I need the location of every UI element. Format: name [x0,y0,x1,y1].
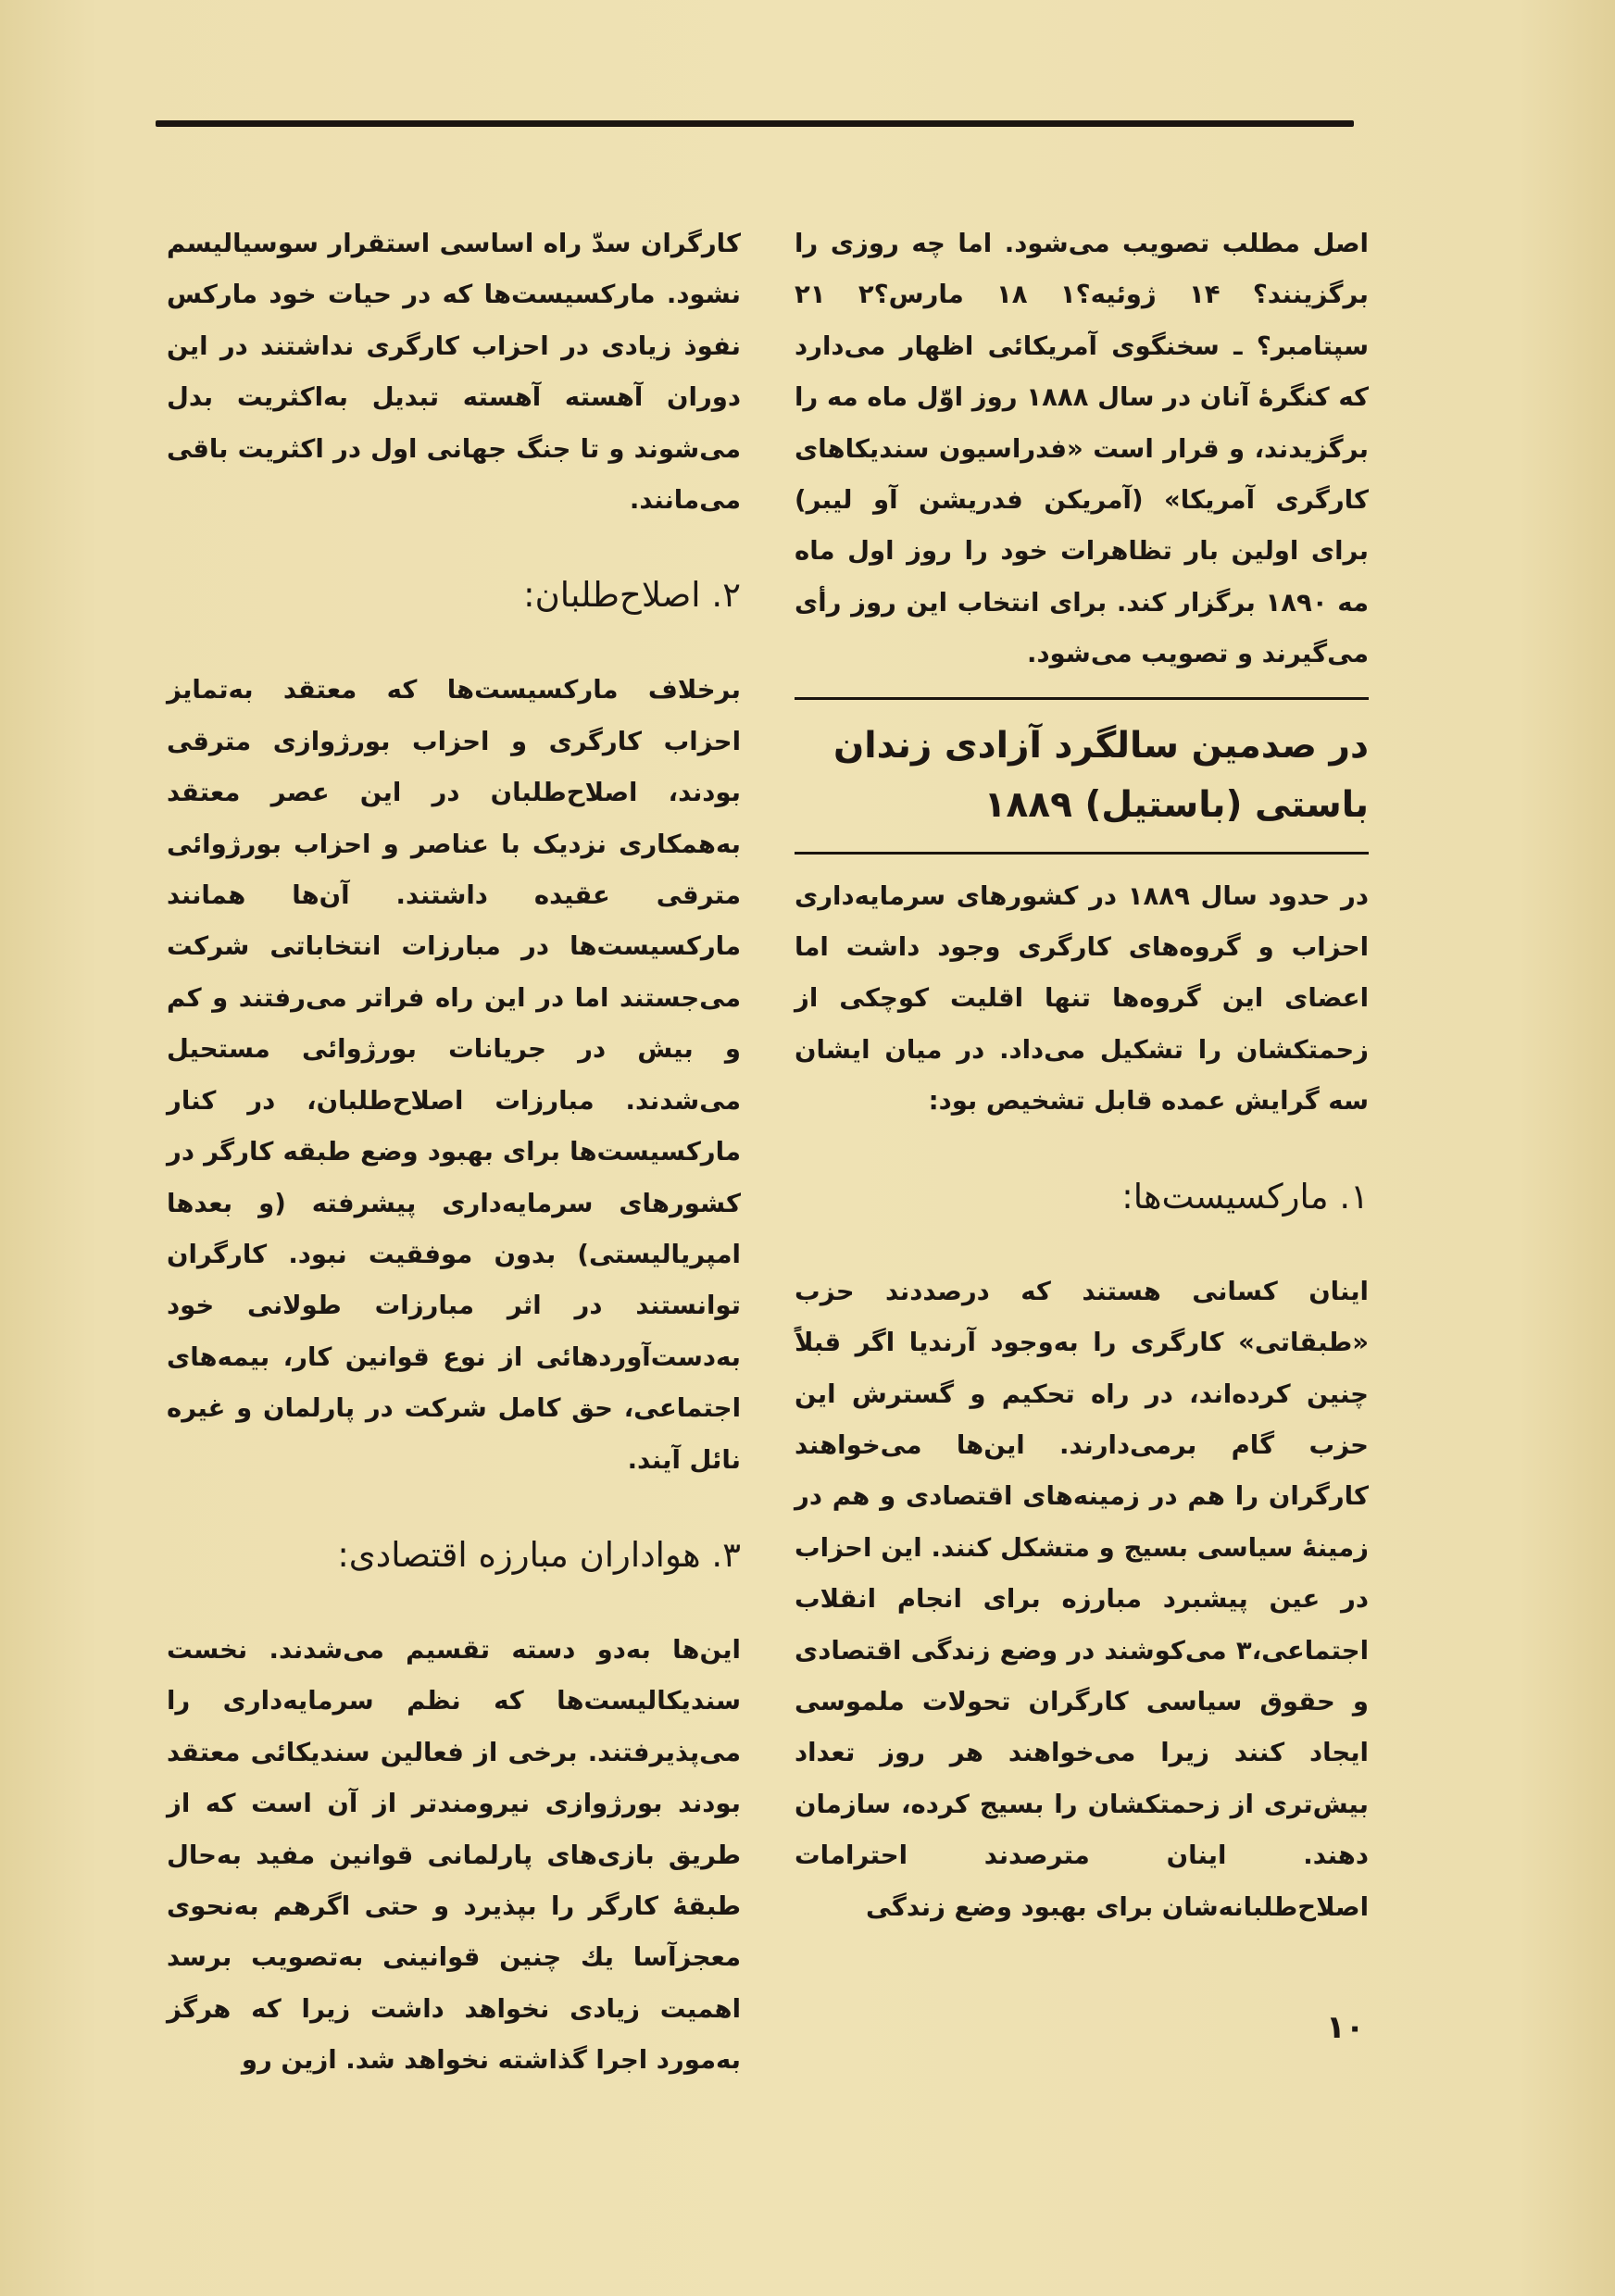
economists-paragraph: این‌ها به‌دو دسته تقسیم می‌شدند. نخست سندیکالیست‌ها که نظم سرمایه‌داری را می‌پذیرفتند. برخی از فعالین سندیکائی معتقد بودند بورژوازی نیرومندتر از آن است که از طریق بازی‌های پارلمانی قوانین مفید به‌حال طبقهٔ کارگر را بپذیرد و حتی اگرهم به‌نحوی معجزآسا یك چنین قوانینی به‌تصویب برسد اهمیت زیادی نخواهد داشت زیرا که هرگز به‌مورد اجرا گذاشته نخواهد شد. ازین رو [167,1634,741,2076]
section-intro-paragraph: در حدود سال ۱۸۸۹ در کشورهای سرمایه‌داری احزاب و گروه‌های کارگری وجود داشت اما اعضای این گروه‌ها تنها اقلیت کوچکی از زحمتکشان را تشکیل می‌داد. در میان ایشان سه گرایش عمده قابل تشخیص بود: [795,880,1369,1117]
marxists-paragraph: اینان کسانی هستند که درصددند حزب «طبقاتی» کارگری را به‌وجود آرندیا اگر قبلاً چنین کرده‌اند، در راه تحکیم و گسترش این حزب گام برمی‌دارند. این‌ها می‌خواهند کارگران را هم در زمینه‌های اقتصادی و هم در زمینهٔ سیاسی بسیج و متشکل کنند. این احزاب در عین پیشبرد مبارزه برای انجام انقلاب اجتماعی،۳ می‌کوشند در وضع زندگی اقتصادی و حقوق سیاسی کارگران تحولات ملموسی ایجاد کنند زیرا می‌خواهند هر روز تعداد بیش‌تری از زحمتکشان را بسیج کرده، سازمان دهند. اینان مترصدند احترامات اصلاح‌طلبانه‌شان برای بهبود وضع زندگی [795,1276,1369,1922]
page-number: ۱۰ [1326,2009,1365,2046]
heading-economists: ۳. هواداران مبارزه اقتصادی: [337,1534,741,1575]
right-column [795,218,1369,1933]
heading-marxists: ۱. مارکسیست‌ها: [1121,1176,1369,1217]
section-title: در صدمین سالگرد آزادی زندان باستی (باستیل) ۱۸۸۹ [833,724,1369,826]
intro-paragraph: اصل مطلب تصویب می‌شود. اما چه روزی را برگزینند؟ ۱۴ ژوئیه؟۱ ۱۸ مارس؟۲ ۲۱ سپتامبر؟ ـ سخنگوی آمریکائی اظهار می‌دارد که کنگرهٔ آنان در سال ۱۸۸۸ روز اوّل ماه مه را برگزیدند، و قرار است «فدراسیون سندیکاهای کارگری آمریکا» (آمریکن فدریشن آو لیبر) برای اولین بار تظاهرات خود را روز اول ماه مه ۱۸۹۰ برگزار کند. برای انتخاب این روز رأی می‌گیرند و تصویب می‌شود. [795,229,1369,669]
reformists-paragraph: برخلاف مارکسیست‌ها که معتقد به‌تمایز احزاب کارگری و احزاب بورژوازی مترقی بودند، اصلاح‌طلبان در این عصر معتقد به‌همکاری نزدیک با عناصر و احزاب بورژوائی مترقی عقیده داشتند. آن‌ها همانند مارکسیست‌ها در مبارزات انتخاباتی شرکت می‌جستند اما در این راه فراتر می‌رفتند و کم و بیش در جریانات بورژوائی مستحیل می‌شدند. مبارزات اصلاح‌طلبان، در کنار مارکسیست‌ها برای بهبود وضع طبقه کارگر در کشورهای سرمایه‌داری پیشرفته (و بعدها امپریالیستی) بدون موفقیت نبود. کارگران توانستند در اثر مبارزات طولانی خود به‌دست‌آوردهائی از نوع قوانین کار، بیمه‌های اجتماعی، حق کامل شرکت در پارلمان و غیره نائل آیند. [167,675,741,1475]
left-column [167,218,741,2087]
top-horizontal-rule [156,120,1354,127]
heading-reformists: ۲. اصلاح‌طلبان: [523,575,741,616]
continuation-paragraph: کارگران سدّ راه اساسی استقرار سوسیالیسم نشود. مارکسیست‌ها که در حیات خود مارکس نفوذ زیادی در احزاب کارگری نداشتند در این دوران آهسته آهسته تبدیل به‌اکثریت بدل می‌شوند و تا جنگ جهانی اول در اکثریت باقی می‌مانند. [167,229,741,516]
